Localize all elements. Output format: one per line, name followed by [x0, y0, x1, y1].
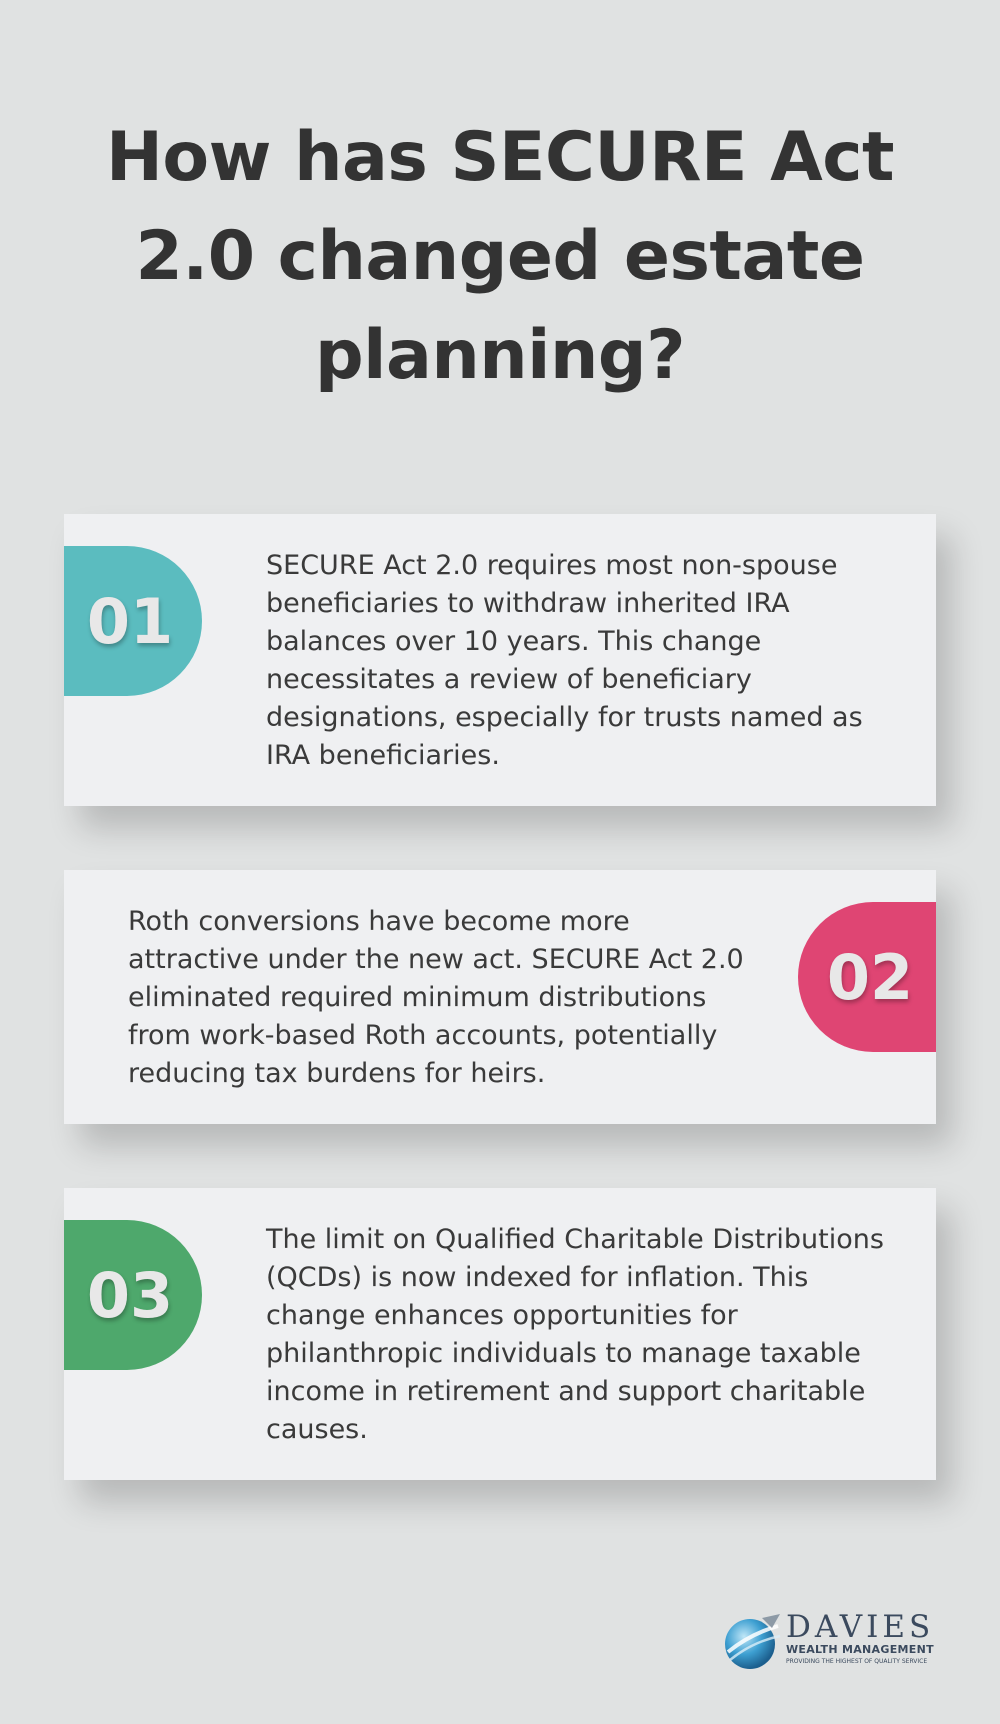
page-title: How has SECURE Act 2.0 changed estate planning? — [105, 118, 895, 395]
number-badge-1: 01 — [64, 546, 202, 696]
card-text-2: Roth conversions have become more attractive under the new act. SECURE Act 2.0 eliminated required minimum distributions from work-based Roth accounts, potentially reducing tax burdens for heirs. — [128, 906, 744, 1089]
logo-name: DAVIES — [786, 1609, 935, 1645]
info-card-1 — [64, 514, 936, 806]
logo-subtitle: WEALTH MANAGEMENT — [786, 1643, 934, 1656]
info-card-2 — [64, 870, 936, 1124]
globe-icon — [722, 1612, 782, 1672]
info-card-3 — [64, 1188, 936, 1480]
company-logo — [722, 1608, 942, 1674]
card-text-3: The limit on Qualified Charitable Distributions (QCDs) is now indexed for inflation. This change enhances opportunities for philanthropic individuals to manage taxable income in retirement and support charitable causes. — [266, 1224, 884, 1445]
logo-tagline: PROVIDING THE HIGHEST OF QUALITY SERVICE — [786, 1658, 928, 1665]
number-badge-3: 03 — [64, 1220, 202, 1370]
number-badge-2: 02 — [798, 902, 936, 1052]
card-text-1: SECURE Act 2.0 requires most non-spouse beneficiaries to withdraw inherited IRA balances over 10 years. This change necessitates a review of beneficiary designations, especially for trusts named as IRA beneficiaries. — [266, 550, 863, 771]
